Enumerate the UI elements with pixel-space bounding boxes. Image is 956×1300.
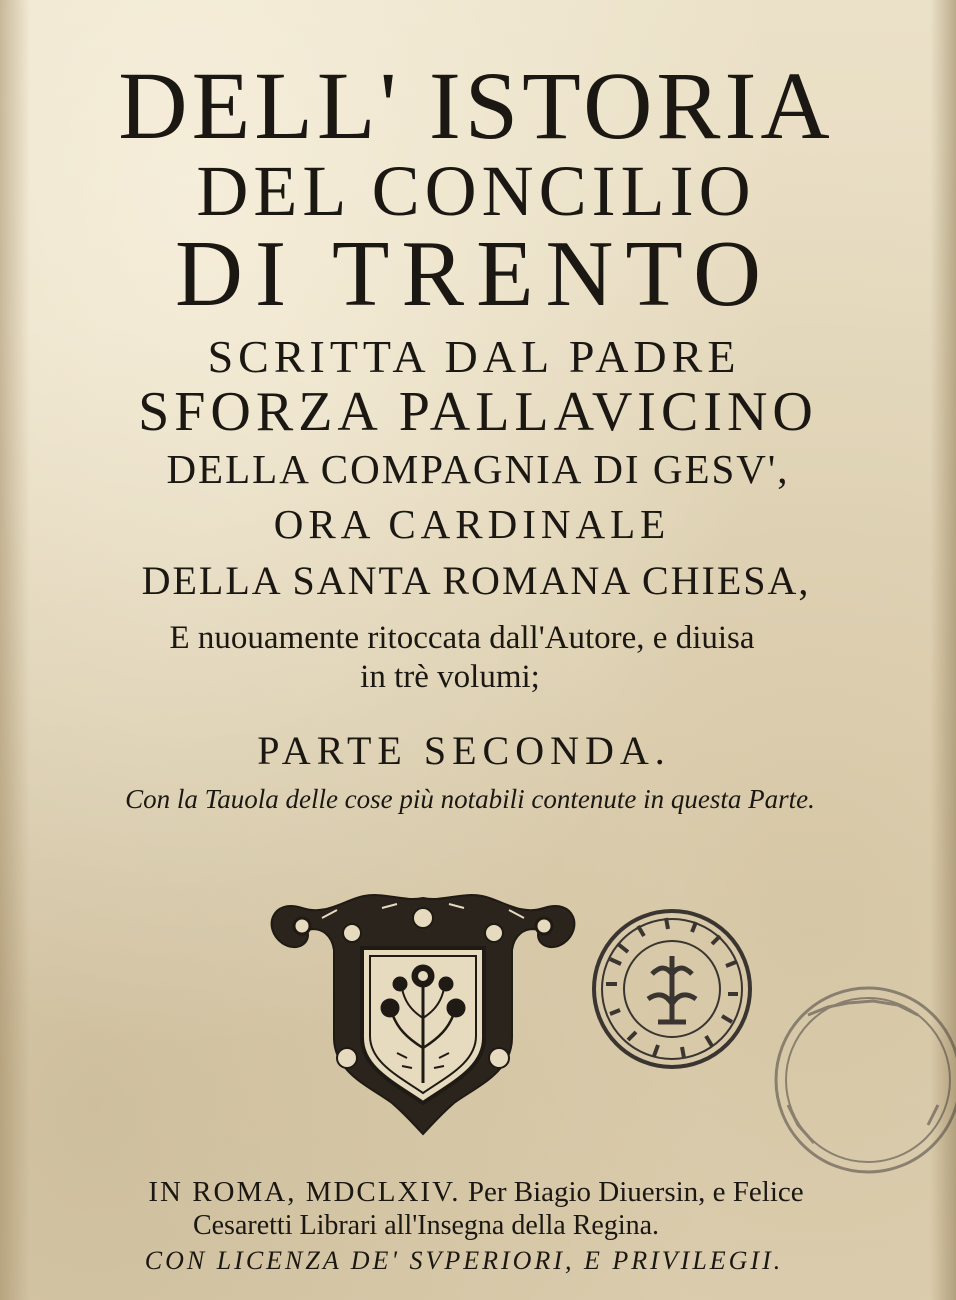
imprint-line [0,1176,954,1209]
title-line-3: DI TRENTO [174,222,773,326]
title-line-2: DEL CONCILIO [196,151,756,231]
printers-device-ornament [262,888,584,1136]
author-intro: SCRITTA DAL PADRE [207,331,741,382]
imprint-line-2: Cesaretti Librari all'Insegna della Regina. [192,1210,660,1241]
revision-note: E nuouamente ritoccata dall'Autore, e diuisa [169,620,755,656]
title-line-1: DELL' ISTORIA [118,52,834,159]
author-order: DELLA COMPAGNIA DI GESV', [166,446,790,492]
author-name: SFORZA PALLAVICINO [138,381,818,443]
imprint-place: IN ROMA, MDCLXIV. [148,1176,461,1208]
imprint-printers: Per Biagio Diuersin, e Felice [467,1176,804,1208]
author-church: DELLA SANTA ROMANA CHIESA, [141,558,811,603]
contents-note: Con la Tauola delle cose più notabili contenute in questa Parte. [125,784,815,814]
library-stamp-icon [588,904,756,1074]
volumes-note: in trè volumi; [360,659,540,695]
author-title: ORA CARDINALE [273,501,671,547]
license-line: CON LICENZA DE' SVPERIORI, E PRIVILEGII. [144,1246,784,1275]
faded-library-stamp-icon [748,985,956,1185]
part-heading: PARTE SECONDA. [257,728,671,773]
